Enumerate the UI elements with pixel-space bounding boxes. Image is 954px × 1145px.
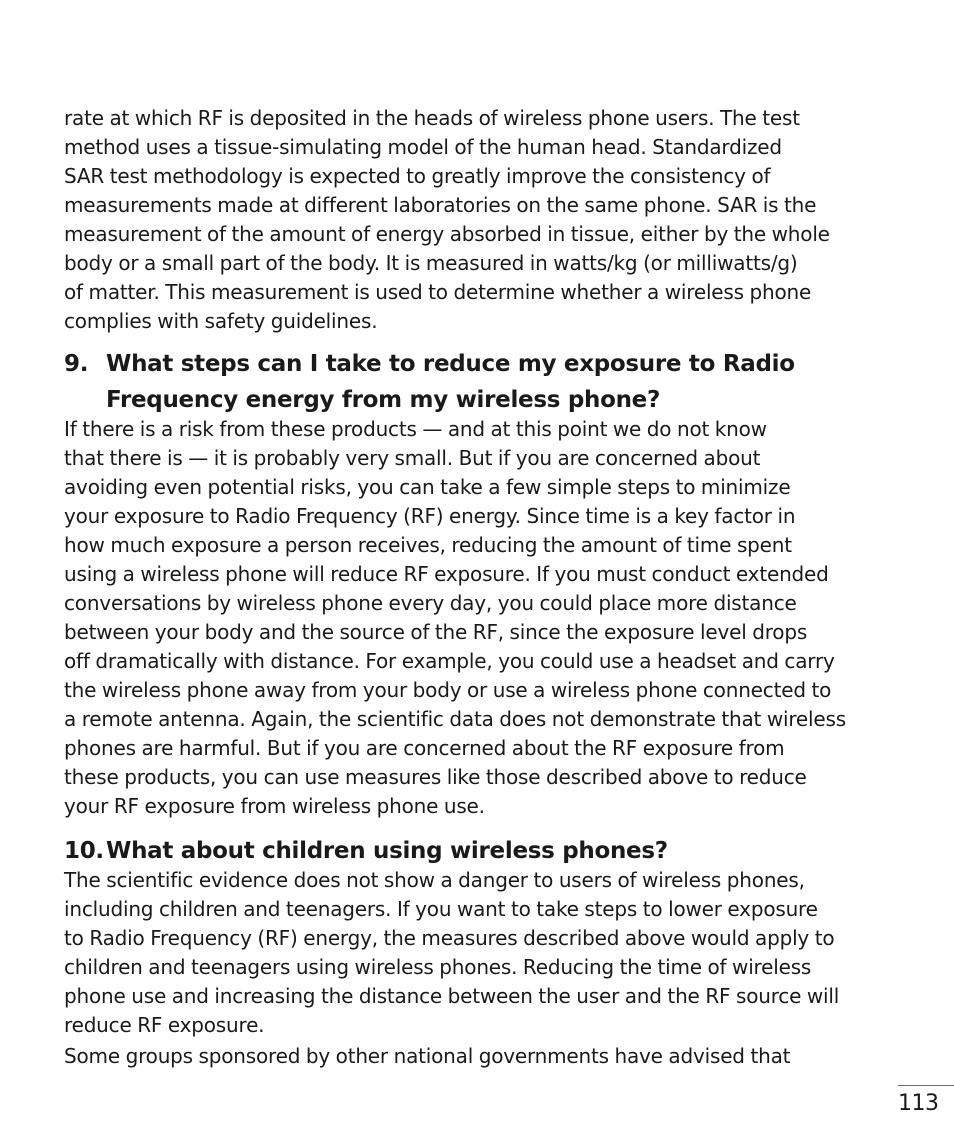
intro-paragraph: [64, 104, 904, 336]
section-10-heading: [64, 833, 904, 869]
paragraph-line: a remote antenna. Again, the scientific data does not demonstrate that wireless: [64, 707, 846, 731]
paragraph-line: complies with safety guidelines.: [64, 309, 378, 333]
paragraph-line: measurement of the amount of energy absorbed in tissue, either by the whole: [64, 222, 830, 246]
paragraph-line: your exposure to Radio Frequency (RF) energy. Since time is a key factor in: [64, 504, 796, 528]
paragraph-line: conversations by wireless phone every day, you could place more distance: [64, 591, 797, 615]
paragraph-line: Some groups sponsored by other national governments have advised that: [64, 1044, 791, 1068]
heading-line: Frequency energy from my wireless phone?: [106, 387, 660, 413]
page-number: 113: [898, 1091, 939, 1116]
paragraph-line: that there is — it is probably very small. But if you are concerned about: [64, 446, 761, 470]
paragraph-line: using a wireless phone will reduce RF exposure. If you must conduct extended: [64, 562, 829, 586]
paragraph-line: these products, you can use measures like those described above to reduce: [64, 765, 807, 789]
paragraph-line: to Radio Frequency (RF) energy, the measures described above would apply to: [64, 926, 835, 950]
heading-line: What steps can I take to reduce my exposure to Radio: [106, 351, 795, 377]
paragraph-line: measurements made at different laboratories on the same phone. SAR is the: [64, 193, 817, 217]
paragraph-line: children and teenagers using wireless phones. Reducing the time of wireless: [64, 955, 812, 979]
paragraph-line: The scientific evidence does not show a danger to users of wireless phones,: [64, 868, 805, 892]
heading-line: What about children using wireless phones?: [106, 838, 668, 864]
page-number-rule: [898, 1085, 954, 1086]
paragraph-line: SAR test methodology is expected to greatly improve the consistency of: [64, 164, 771, 188]
section-number: 9.: [64, 351, 89, 377]
paragraph-line: your RF exposure from wireless phone use.: [64, 794, 485, 818]
paragraph-line: the wireless phone away from your body or use a wireless phone connected to: [64, 678, 832, 702]
section-10-continuation: [64, 1042, 904, 1071]
paragraph-line: body or a small part of the body. It is measured in watts/kg (or milliwatts/g): [64, 251, 798, 275]
page-content: [64, 104, 904, 1071]
paragraph-line: including children and teenagers. If you want to take steps to lower exposure: [64, 897, 818, 921]
section-10-body: [64, 866, 904, 1040]
section-9-heading: [64, 346, 904, 418]
section-title: [106, 346, 795, 418]
section-9-body: [64, 415, 904, 821]
paragraph-line: phone use and increasing the distance between the user and the RF source will: [64, 984, 840, 1008]
paragraph-line: avoiding even potential risks, you can take a few simple steps to minimize: [64, 475, 791, 499]
paragraph-line: reduce RF exposure.: [64, 1013, 265, 1037]
paragraph-line: of matter. This measurement is used to determine whether a wireless phone: [64, 280, 812, 304]
paragraph-line: off dramatically with distance. For example, you could use a headset and carry: [64, 649, 835, 673]
section-title: [106, 833, 668, 869]
paragraph-line: rate at which RF is deposited in the heads of wireless phone users. The test: [64, 106, 800, 130]
paragraph-line: method uses a tissue-simulating model of the human head. Standardized: [64, 135, 782, 159]
paragraph-line: phones are harmful. But if you are concerned about the RF exposure from: [64, 736, 785, 760]
paragraph-line: how much exposure a person receives, reducing the amount of time spent: [64, 533, 792, 557]
paragraph-line: If there is a risk from these products — and at this point we do not know: [64, 417, 767, 441]
paragraph-line: between your body and the source of the RF, since the exposure level drops: [64, 620, 808, 644]
section-number: 10.: [64, 838, 104, 864]
